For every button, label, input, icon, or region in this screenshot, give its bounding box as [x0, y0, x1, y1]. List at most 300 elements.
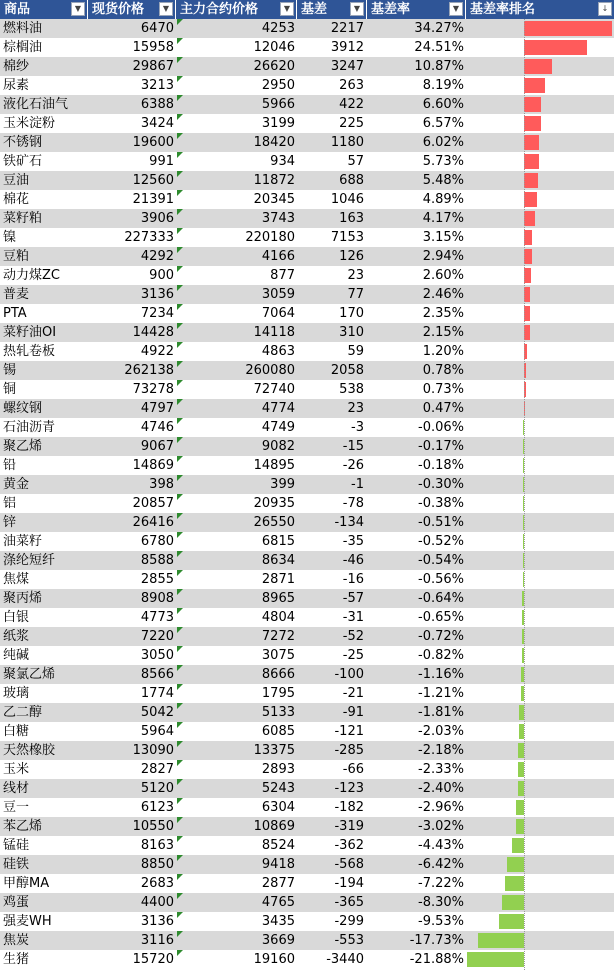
commodity-name-cell[interactable]: 玻璃 [3, 686, 30, 701]
basis-rate-cell[interactable]: -0.17% [418, 439, 464, 454]
basis-rate-cell[interactable]: -8.30% [418, 895, 464, 910]
basis-cell[interactable]: 310 [339, 325, 364, 340]
spot-price-cell[interactable]: 991 [149, 154, 174, 169]
spot-price-cell[interactable]: 1774 [140, 686, 174, 701]
futures-price-cell[interactable]: 3059 [261, 287, 295, 302]
basis-cell[interactable]: 225 [339, 116, 364, 131]
commodity-name-cell[interactable]: 棉花 [3, 192, 30, 207]
table-row[interactable] [0, 76, 614, 95]
spot-price-cell[interactable]: 5120 [140, 781, 174, 796]
basis-rate-cell[interactable]: -2.96% [418, 800, 464, 815]
futures-price-cell[interactable]: 220180 [245, 230, 295, 245]
commodity-name-cell[interactable]: 尿素 [3, 78, 30, 93]
table-row[interactable] [0, 494, 614, 513]
basis-cell[interactable]: -121 [334, 724, 364, 739]
spot-price-cell[interactable]: 6388 [140, 97, 174, 112]
spot-price-cell[interactable]: 4797 [140, 401, 174, 416]
table-row[interactable] [0, 342, 614, 361]
table-row[interactable] [0, 171, 614, 190]
table-row[interactable] [0, 418, 614, 437]
table-row[interactable] [0, 874, 614, 893]
basis-cell[interactable]: 77 [347, 287, 364, 302]
basis-rate-cell[interactable]: -0.72% [418, 629, 464, 644]
table-row[interactable] [0, 437, 614, 456]
table-row[interactable] [0, 798, 614, 817]
futures-price-cell[interactable]: 5243 [261, 781, 295, 796]
basis-rate-cell[interactable]: 0.73% [422, 382, 464, 397]
futures-price-cell[interactable]: 6815 [261, 534, 295, 549]
table-row[interactable] [0, 760, 614, 779]
spot-price-cell[interactable]: 6780 [140, 534, 174, 549]
futures-price-cell[interactable]: 9418 [261, 857, 295, 872]
table-row[interactable] [0, 399, 614, 418]
commodity-name-cell[interactable]: 铁矿石 [3, 154, 43, 169]
basis-rate-cell[interactable]: -1.81% [418, 705, 464, 720]
basis-rate-cell[interactable]: -1.16% [418, 667, 464, 682]
spot-price-cell[interactable]: 8850 [140, 857, 174, 872]
table-row[interactable] [0, 703, 614, 722]
header-spot[interactable] [88, 0, 176, 19]
table-row[interactable] [0, 950, 614, 969]
table-row[interactable] [0, 323, 614, 342]
basis-cell[interactable]: -35 [342, 534, 364, 549]
basis-rate-cell[interactable]: -0.38% [418, 496, 464, 511]
commodity-name-cell[interactable]: 动力煤ZC [3, 268, 60, 283]
spot-price-cell[interactable]: 29867 [132, 59, 174, 74]
basis-cell[interactable]: -66 [342, 762, 364, 777]
basis-cell[interactable]: -568 [334, 857, 364, 872]
futures-price-cell[interactable]: 934 [270, 154, 295, 169]
basis-rate-cell[interactable]: -2.33% [418, 762, 464, 777]
table-row[interactable] [0, 722, 614, 741]
spot-price-cell[interactable]: 5042 [140, 705, 174, 720]
table-row[interactable] [0, 266, 614, 285]
basis-rate-cell[interactable]: -0.56% [418, 572, 464, 587]
basis-rate-cell[interactable]: -6.42% [418, 857, 464, 872]
header-rate[interactable] [367, 0, 466, 19]
basis-rate-cell[interactable]: -7.22% [418, 876, 464, 891]
commodity-name-cell[interactable]: 强麦WH [3, 914, 52, 929]
basis-cell[interactable]: 3247 [330, 59, 364, 74]
table-row[interactable] [0, 285, 614, 304]
futures-price-cell[interactable]: 7272 [261, 629, 295, 644]
table-row[interactable] [0, 646, 614, 665]
commodity-name-cell[interactable]: 液化石油气 [3, 97, 69, 112]
spot-price-cell[interactable]: 14869 [132, 458, 174, 473]
basis-cell[interactable]: -194 [334, 876, 364, 891]
basis-cell[interactable]: 538 [339, 382, 364, 397]
filter-dropdown-icon[interactable]: ▼ [449, 2, 463, 16]
futures-price-cell[interactable]: 4166 [261, 249, 295, 264]
basis-cell[interactable]: -52 [342, 629, 364, 644]
spot-price-cell[interactable]: 227333 [124, 230, 174, 245]
spot-price-cell[interactable]: 7220 [140, 629, 174, 644]
spot-price-cell[interactable]: 4922 [140, 344, 174, 359]
table-row[interactable] [0, 209, 614, 228]
basis-cell[interactable]: -3 [351, 420, 364, 435]
basis-rate-cell[interactable]: 0.47% [422, 401, 464, 416]
basis-rate-cell[interactable]: 24.51% [414, 40, 464, 55]
basis-cell[interactable]: 170 [339, 306, 364, 321]
futures-price-cell[interactable]: 4253 [261, 21, 295, 36]
commodity-name-cell[interactable]: 玉米淀粉 [3, 116, 56, 131]
spot-price-cell[interactable]: 3136 [140, 914, 174, 929]
table-row[interactable] [0, 190, 614, 209]
header-diff[interactable] [297, 0, 367, 19]
futures-price-cell[interactable]: 2871 [261, 572, 295, 587]
futures-price-cell[interactable]: 26550 [253, 515, 295, 530]
basis-rate-cell[interactable]: -0.54% [418, 553, 464, 568]
basis-cell[interactable]: -1 [351, 477, 364, 492]
table-row[interactable] [0, 95, 614, 114]
basis-rate-cell[interactable]: -0.82% [418, 648, 464, 663]
sort-descending-icon[interactable]: ↓ [598, 2, 612, 16]
basis-rate-cell[interactable]: 5.73% [422, 154, 464, 169]
table-row[interactable] [0, 551, 614, 570]
basis-rate-cell[interactable]: 3.15% [422, 230, 464, 245]
commodity-name-cell[interactable]: 玉米 [3, 762, 30, 777]
basis-rate-cell[interactable]: 2.46% [422, 287, 464, 302]
basis-cell[interactable]: -100 [334, 667, 364, 682]
basis-cell[interactable]: 1180 [330, 135, 364, 150]
commodity-name-cell[interactable]: 铅 [3, 458, 17, 473]
spot-price-cell[interactable]: 19600 [132, 135, 174, 150]
futures-price-cell[interactable]: 2950 [261, 78, 295, 93]
basis-cell[interactable]: -26 [342, 458, 364, 473]
futures-price-cell[interactable]: 9082 [261, 439, 295, 454]
spot-price-cell[interactable]: 15958 [132, 40, 174, 55]
commodity-name-cell[interactable]: 黄金 [3, 477, 30, 492]
table-row[interactable] [0, 380, 614, 399]
futures-price-cell[interactable]: 14895 [253, 458, 295, 473]
basis-cell[interactable]: 422 [339, 97, 364, 112]
basis-cell[interactable]: 59 [347, 344, 364, 359]
basis-cell[interactable]: 263 [339, 78, 364, 93]
table-row[interactable] [0, 133, 614, 152]
futures-price-cell[interactable]: 8524 [261, 838, 295, 853]
basis-cell[interactable]: -319 [334, 819, 364, 834]
spot-price-cell[interactable]: 12560 [132, 173, 174, 188]
basis-cell[interactable]: -123 [334, 781, 364, 796]
basis-rate-cell[interactable]: 2.35% [422, 306, 464, 321]
basis-cell[interactable]: -91 [342, 705, 364, 720]
futures-price-cell[interactable]: 19160 [253, 952, 295, 967]
table-row[interactable] [0, 836, 614, 855]
table-row[interactable] [0, 893, 614, 912]
basis-rate-cell[interactable]: 6.60% [422, 97, 464, 112]
table-row[interactable] [0, 912, 614, 931]
futures-price-cell[interactable]: 3435 [261, 914, 295, 929]
table-row[interactable] [0, 608, 614, 627]
commodity-name-cell[interactable]: 天然橡胶 [3, 743, 56, 758]
futures-price-cell[interactable]: 3743 [261, 211, 295, 226]
basis-cell[interactable]: -16 [342, 572, 364, 587]
commodity-name-cell[interactable]: 铜 [3, 382, 17, 397]
commodity-name-cell[interactable]: 线材 [3, 781, 30, 796]
futures-price-cell[interactable]: 10869 [253, 819, 295, 834]
basis-cell[interactable]: 163 [339, 211, 364, 226]
basis-rate-cell[interactable]: 6.57% [422, 116, 464, 131]
spot-price-cell[interactable]: 13090 [132, 743, 174, 758]
futures-price-cell[interactable]: 877 [270, 268, 295, 283]
basis-rate-cell[interactable]: 5.48% [422, 173, 464, 188]
commodity-name-cell[interactable]: 菜籽粕 [3, 211, 43, 226]
futures-price-cell[interactable]: 3669 [261, 933, 295, 948]
commodity-name-cell[interactable]: 白糖 [3, 724, 30, 739]
filter-dropdown-icon[interactable]: ▼ [159, 2, 173, 16]
commodity-name-cell[interactable]: 纯碱 [3, 648, 30, 663]
basis-cell[interactable]: -31 [342, 610, 364, 625]
futures-price-cell[interactable]: 399 [270, 477, 295, 492]
spot-price-cell[interactable]: 3116 [140, 933, 174, 948]
table-row[interactable] [0, 304, 614, 323]
basis-rate-cell[interactable]: -4.43% [418, 838, 464, 853]
basis-rate-cell[interactable]: 4.17% [422, 211, 464, 226]
commodity-name-cell[interactable]: 菜籽油OI [3, 325, 57, 340]
table-row[interactable] [0, 817, 614, 836]
basis-cell[interactable]: 1046 [330, 192, 364, 207]
futures-price-cell[interactable]: 20935 [253, 496, 295, 511]
commodity-name-cell[interactable]: PTA [3, 306, 27, 321]
basis-cell[interactable]: -362 [334, 838, 364, 853]
futures-price-cell[interactable]: 72740 [253, 382, 295, 397]
commodity-name-cell[interactable]: 螺纹钢 [3, 401, 43, 416]
futures-price-cell[interactable]: 20345 [253, 192, 295, 207]
table-row[interactable] [0, 38, 614, 57]
filter-dropdown-icon[interactable]: ▼ [280, 2, 294, 16]
basis-cell[interactable]: -553 [334, 933, 364, 948]
spot-price-cell[interactable]: 6470 [140, 21, 174, 36]
basis-rate-cell[interactable]: -0.65% [418, 610, 464, 625]
basis-cell[interactable]: -15 [342, 439, 364, 454]
table-row[interactable] [0, 57, 614, 76]
spot-price-cell[interactable]: 6123 [140, 800, 174, 815]
basis-rate-cell[interactable]: 2.60% [422, 268, 464, 283]
spot-price-cell[interactable]: 8163 [140, 838, 174, 853]
spot-price-cell[interactable]: 8908 [140, 591, 174, 606]
basis-rate-cell[interactable]: -0.51% [418, 515, 464, 530]
commodity-name-cell[interactable]: 不锈钢 [3, 135, 43, 150]
basis-rate-cell[interactable]: -0.06% [418, 420, 464, 435]
commodity-name-cell[interactable]: 硅铁 [3, 857, 30, 872]
futures-price-cell[interactable]: 8965 [261, 591, 295, 606]
futures-price-cell[interactable]: 4774 [261, 401, 295, 416]
futures-price-cell[interactable]: 4804 [261, 610, 295, 625]
basis-rate-cell[interactable]: 1.20% [422, 344, 464, 359]
basis-rate-cell[interactable]: -21.88% [409, 952, 464, 967]
commodity-name-cell[interactable]: 焦煤 [3, 572, 30, 587]
filter-dropdown-icon[interactable]: ▼ [350, 2, 364, 16]
spot-price-cell[interactable]: 2683 [140, 876, 174, 891]
basis-cell[interactable]: -285 [334, 743, 364, 758]
table-row[interactable] [0, 532, 614, 551]
spot-price-cell[interactable]: 8588 [140, 553, 174, 568]
header-futures[interactable] [176, 0, 297, 19]
commodity-name-cell[interactable]: 生猪 [3, 952, 30, 967]
spot-price-cell[interactable]: 4292 [140, 249, 174, 264]
commodity-name-cell[interactable]: 铝 [3, 496, 17, 511]
basis-cell[interactable]: 126 [339, 249, 364, 264]
spot-price-cell[interactable]: 4746 [140, 420, 174, 435]
basis-cell[interactable]: -365 [334, 895, 364, 910]
futures-price-cell[interactable]: 6085 [261, 724, 295, 739]
futures-price-cell[interactable]: 4863 [261, 344, 295, 359]
futures-price-cell[interactable]: 4765 [261, 895, 295, 910]
table-row[interactable] [0, 152, 614, 171]
spot-price-cell[interactable]: 14428 [132, 325, 174, 340]
spot-price-cell[interactable]: 2855 [140, 572, 174, 587]
futures-price-cell[interactable]: 7064 [261, 306, 295, 321]
table-row[interactable] [0, 228, 614, 247]
commodity-name-cell[interactable]: 石油沥青 [3, 420, 56, 435]
spot-price-cell[interactable]: 26416 [132, 515, 174, 530]
basis-rate-cell[interactable]: -9.53% [418, 914, 464, 929]
commodity-name-cell[interactable]: 涤纶短纤 [3, 553, 56, 568]
table-row[interactable] [0, 570, 614, 589]
commodity-name-cell[interactable]: 豆一 [3, 800, 30, 815]
basis-cell[interactable]: 2217 [330, 21, 364, 36]
commodity-name-cell[interactable]: 鸡蛋 [3, 895, 30, 910]
table-row[interactable] [0, 665, 614, 684]
futures-price-cell[interactable]: 3199 [261, 116, 295, 131]
spot-price-cell[interactable]: 3136 [140, 287, 174, 302]
basis-cell[interactable]: -21 [342, 686, 364, 701]
spot-price-cell[interactable]: 8566 [140, 667, 174, 682]
table-row[interactable] [0, 114, 614, 133]
commodity-name-cell[interactable]: 锰硅 [3, 838, 30, 853]
futures-price-cell[interactable]: 8634 [261, 553, 295, 568]
basis-cell[interactable]: 23 [347, 268, 364, 283]
basis-rate-cell[interactable]: -1.21% [418, 686, 464, 701]
header-rank[interactable] [466, 0, 614, 19]
basis-cell[interactable]: -46 [342, 553, 364, 568]
spot-price-cell[interactable]: 262138 [124, 363, 174, 378]
basis-cell[interactable]: -57 [342, 591, 364, 606]
spot-price-cell[interactable]: 900 [149, 268, 174, 283]
basis-rate-cell[interactable]: -2.40% [418, 781, 464, 796]
basis-rate-cell[interactable]: 34.27% [414, 21, 464, 36]
table-row[interactable] [0, 247, 614, 266]
futures-price-cell[interactable]: 26620 [253, 59, 295, 74]
basis-cell[interactable]: 23 [347, 401, 364, 416]
table-row[interactable] [0, 855, 614, 874]
basis-rate-cell[interactable]: 4.89% [422, 192, 464, 207]
basis-cell[interactable]: 2058 [330, 363, 364, 378]
commodity-name-cell[interactable]: 棕榈油 [3, 40, 43, 55]
commodity-name-cell[interactable]: 聚氯乙烯 [3, 667, 56, 682]
basis-cell[interactable]: 3912 [330, 40, 364, 55]
futures-price-cell[interactable]: 14118 [253, 325, 295, 340]
basis-cell[interactable]: -25 [342, 648, 364, 663]
basis-rate-cell[interactable]: -0.64% [418, 591, 464, 606]
filter-dropdown-icon[interactable]: ▼ [71, 2, 85, 16]
futures-price-cell[interactable]: 260080 [245, 363, 295, 378]
spot-price-cell[interactable]: 3906 [140, 211, 174, 226]
basis-rate-cell[interactable]: -2.03% [418, 724, 464, 739]
basis-rate-cell[interactable]: -2.18% [418, 743, 464, 758]
spot-price-cell[interactable]: 4773 [140, 610, 174, 625]
spot-price-cell[interactable]: 4400 [140, 895, 174, 910]
commodity-name-cell[interactable]: 豆油 [3, 173, 30, 188]
basis-cell[interactable]: 688 [339, 173, 364, 188]
futures-price-cell[interactable]: 1795 [261, 686, 295, 701]
basis-rate-cell[interactable]: -0.18% [418, 458, 464, 473]
spot-price-cell[interactable]: 15720 [132, 952, 174, 967]
table-row[interactable] [0, 361, 614, 380]
commodity-name-cell[interactable]: 锡 [3, 363, 17, 378]
futures-price-cell[interactable]: 4749 [261, 420, 295, 435]
table-row[interactable] [0, 779, 614, 798]
commodity-name-cell[interactable]: 乙二醇 [3, 705, 43, 720]
futures-price-cell[interactable]: 2877 [261, 876, 295, 891]
spot-price-cell[interactable]: 5964 [140, 724, 174, 739]
spot-price-cell[interactable]: 20857 [132, 496, 174, 511]
table-row[interactable] [0, 456, 614, 475]
basis-cell[interactable]: -299 [334, 914, 364, 929]
futures-price-cell[interactable]: 2893 [261, 762, 295, 777]
commodity-name-cell[interactable]: 苯乙烯 [3, 819, 43, 834]
commodity-name-cell[interactable]: 聚乙烯 [3, 439, 43, 454]
basis-rate-cell[interactable]: -0.52% [418, 534, 464, 549]
futures-price-cell[interactable]: 8666 [261, 667, 295, 682]
table-row[interactable] [0, 741, 614, 760]
commodity-name-cell[interactable]: 镍 [3, 230, 17, 245]
commodity-name-cell[interactable]: 甲醇MA [3, 876, 50, 891]
basis-rate-cell[interactable]: -0.30% [418, 477, 464, 492]
table-row[interactable] [0, 627, 614, 646]
spot-price-cell[interactable]: 3050 [140, 648, 174, 663]
spot-price-cell[interactable]: 73278 [132, 382, 174, 397]
spot-price-cell[interactable]: 7234 [140, 306, 174, 321]
futures-price-cell[interactable]: 12046 [253, 40, 295, 55]
table-row[interactable] [0, 19, 614, 38]
spot-price-cell[interactable]: 2827 [140, 762, 174, 777]
basis-cell[interactable]: 7153 [330, 230, 364, 245]
commodity-name-cell[interactable]: 豆粕 [3, 249, 30, 264]
spot-price-cell[interactable]: 3213 [140, 78, 174, 93]
futures-price-cell[interactable]: 3075 [261, 648, 295, 663]
basis-cell[interactable]: -182 [334, 800, 364, 815]
basis-cell[interactable]: -134 [334, 515, 364, 530]
commodity-name-cell[interactable]: 纸浆 [3, 629, 30, 644]
commodity-name-cell[interactable]: 棉纱 [3, 59, 30, 74]
spot-price-cell[interactable]: 9067 [140, 439, 174, 454]
basis-cell[interactable]: -3440 [326, 952, 364, 967]
basis-rate-cell[interactable]: 10.87% [414, 59, 464, 74]
basis-rate-cell[interactable]: -17.73% [409, 933, 464, 948]
commodity-name-cell[interactable]: 普麦 [3, 287, 30, 302]
commodity-name-cell[interactable]: 白银 [3, 610, 30, 625]
commodity-name-cell[interactable]: 锌 [3, 515, 17, 530]
table-row[interactable] [0, 475, 614, 494]
futures-price-cell[interactable]: 6304 [261, 800, 295, 815]
commodity-name-cell[interactable]: 油菜籽 [3, 534, 43, 549]
basis-cell[interactable]: 57 [347, 154, 364, 169]
basis-cell[interactable]: -78 [342, 496, 364, 511]
futures-price-cell[interactable]: 5133 [261, 705, 295, 720]
spot-price-cell[interactable]: 398 [149, 477, 174, 492]
basis-rate-cell[interactable]: 0.78% [422, 363, 464, 378]
commodity-name-cell[interactable]: 燃料油 [3, 21, 43, 36]
basis-rate-cell[interactable]: -3.02% [418, 819, 464, 834]
futures-price-cell[interactable]: 11872 [253, 173, 295, 188]
table-row[interactable] [0, 589, 614, 608]
commodity-name-cell[interactable]: 热轧卷板 [3, 344, 56, 359]
commodity-name-cell[interactable]: 聚丙烯 [3, 591, 43, 606]
spot-price-cell[interactable]: 21391 [132, 192, 174, 207]
basis-rate-cell[interactable]: 2.15% [422, 325, 464, 340]
table-row[interactable] [0, 513, 614, 532]
